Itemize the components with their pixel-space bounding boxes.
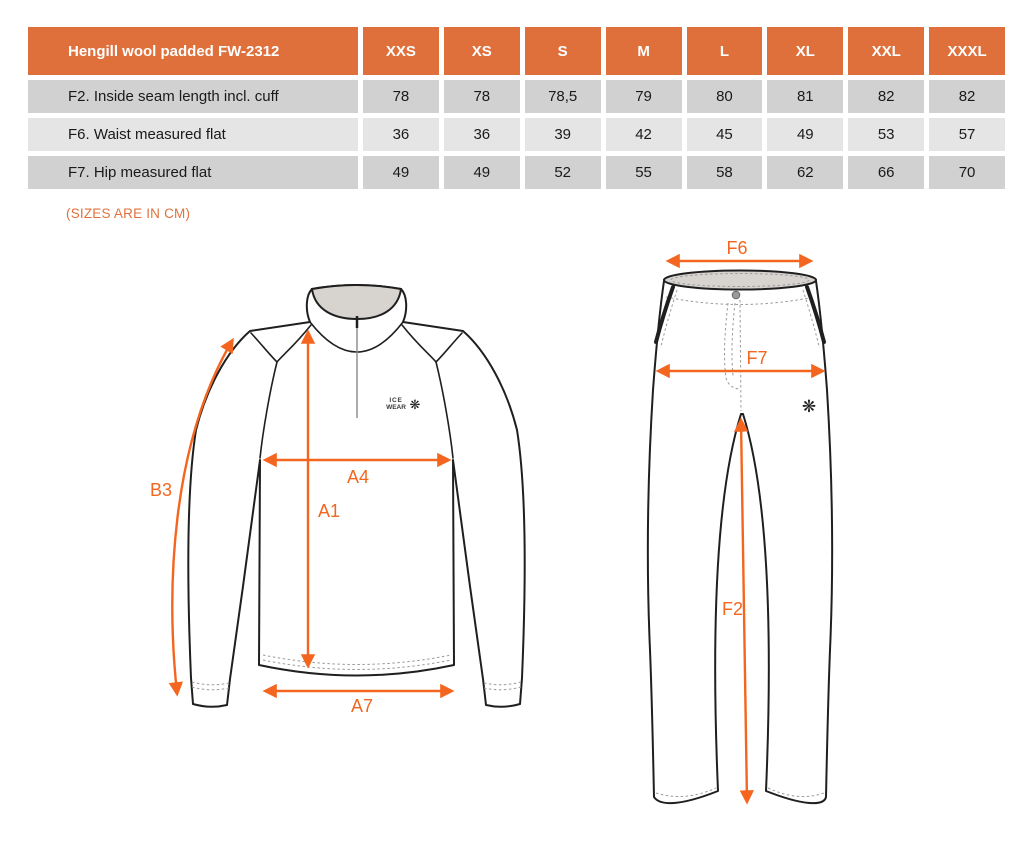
size-value: 42 bbox=[606, 118, 682, 151]
size-value: 66 bbox=[848, 156, 924, 189]
size-col-header-m: M bbox=[606, 27, 682, 75]
size-value: 57 bbox=[929, 118, 1005, 151]
row-label-f2: F2. Inside seam length incl. cuff bbox=[28, 80, 358, 113]
size-value: 36 bbox=[444, 118, 520, 151]
size-col-header-s: S bbox=[525, 27, 601, 75]
size-col-header-xs: XS bbox=[444, 27, 520, 75]
size-value: 52 bbox=[525, 156, 601, 189]
snowflake-icon: ❋ bbox=[409, 398, 421, 413]
size-col-header-xl: XL bbox=[767, 27, 843, 75]
measure-label-a1: A1 bbox=[318, 501, 341, 521]
size-col-header-xxs: XXS bbox=[363, 27, 439, 75]
size-value: 49 bbox=[444, 156, 520, 189]
size-value: 53 bbox=[848, 118, 924, 151]
size-value: 78 bbox=[444, 80, 520, 113]
measure-label-a7: A7 bbox=[350, 696, 374, 716]
sweater-diagram bbox=[140, 265, 555, 730]
table-title: Hengill wool padded FW-2312 bbox=[28, 27, 358, 75]
measure-label-a4: A4 bbox=[346, 467, 370, 487]
size-value: 58 bbox=[687, 156, 763, 189]
size-col-header-xxl: XXL bbox=[848, 27, 924, 75]
size-value: 45 bbox=[687, 118, 763, 151]
size-value: 80 bbox=[687, 80, 763, 113]
size-value: 62 bbox=[767, 156, 843, 189]
size-value: 55 bbox=[606, 156, 682, 189]
size-value: 39 bbox=[525, 118, 601, 151]
size-value: 36 bbox=[363, 118, 439, 151]
row-label-f7: F7. Hip measured flat bbox=[28, 156, 358, 189]
measure-label-f6: F6 bbox=[726, 238, 748, 258]
size-value: 78,5 bbox=[525, 80, 601, 113]
brand-logo-ice: ICE bbox=[389, 397, 403, 404]
size-value: 49 bbox=[363, 156, 439, 189]
size-value: 81 bbox=[767, 80, 843, 113]
size-chart-table bbox=[28, 27, 1005, 189]
snowflake-icon: ❋ bbox=[801, 397, 817, 417]
row-label-f6: F6. Waist measured flat bbox=[28, 118, 358, 151]
waistband-opening bbox=[664, 271, 816, 290]
units-note: (SIZES ARE IN CM) bbox=[66, 206, 191, 221]
brand-logo-wear: WEAR bbox=[386, 404, 406, 411]
size-value: 78 bbox=[363, 80, 439, 113]
size-value: 82 bbox=[848, 80, 924, 113]
size-value: 79 bbox=[606, 80, 682, 113]
waist-button bbox=[732, 291, 740, 299]
size-col-header-l: L bbox=[687, 27, 763, 75]
measure-label-f7: F7 bbox=[746, 348, 768, 368]
measure-label-f2: F2 bbox=[721, 599, 743, 619]
measure-label-b3: B3 bbox=[150, 480, 173, 500]
size-value: 49 bbox=[767, 118, 843, 151]
size-value: 82 bbox=[929, 80, 1005, 113]
size-value: 70 bbox=[929, 156, 1005, 189]
size-col-header-xxxl: XXXL bbox=[929, 27, 1005, 75]
pants-diagram bbox=[620, 238, 855, 823]
